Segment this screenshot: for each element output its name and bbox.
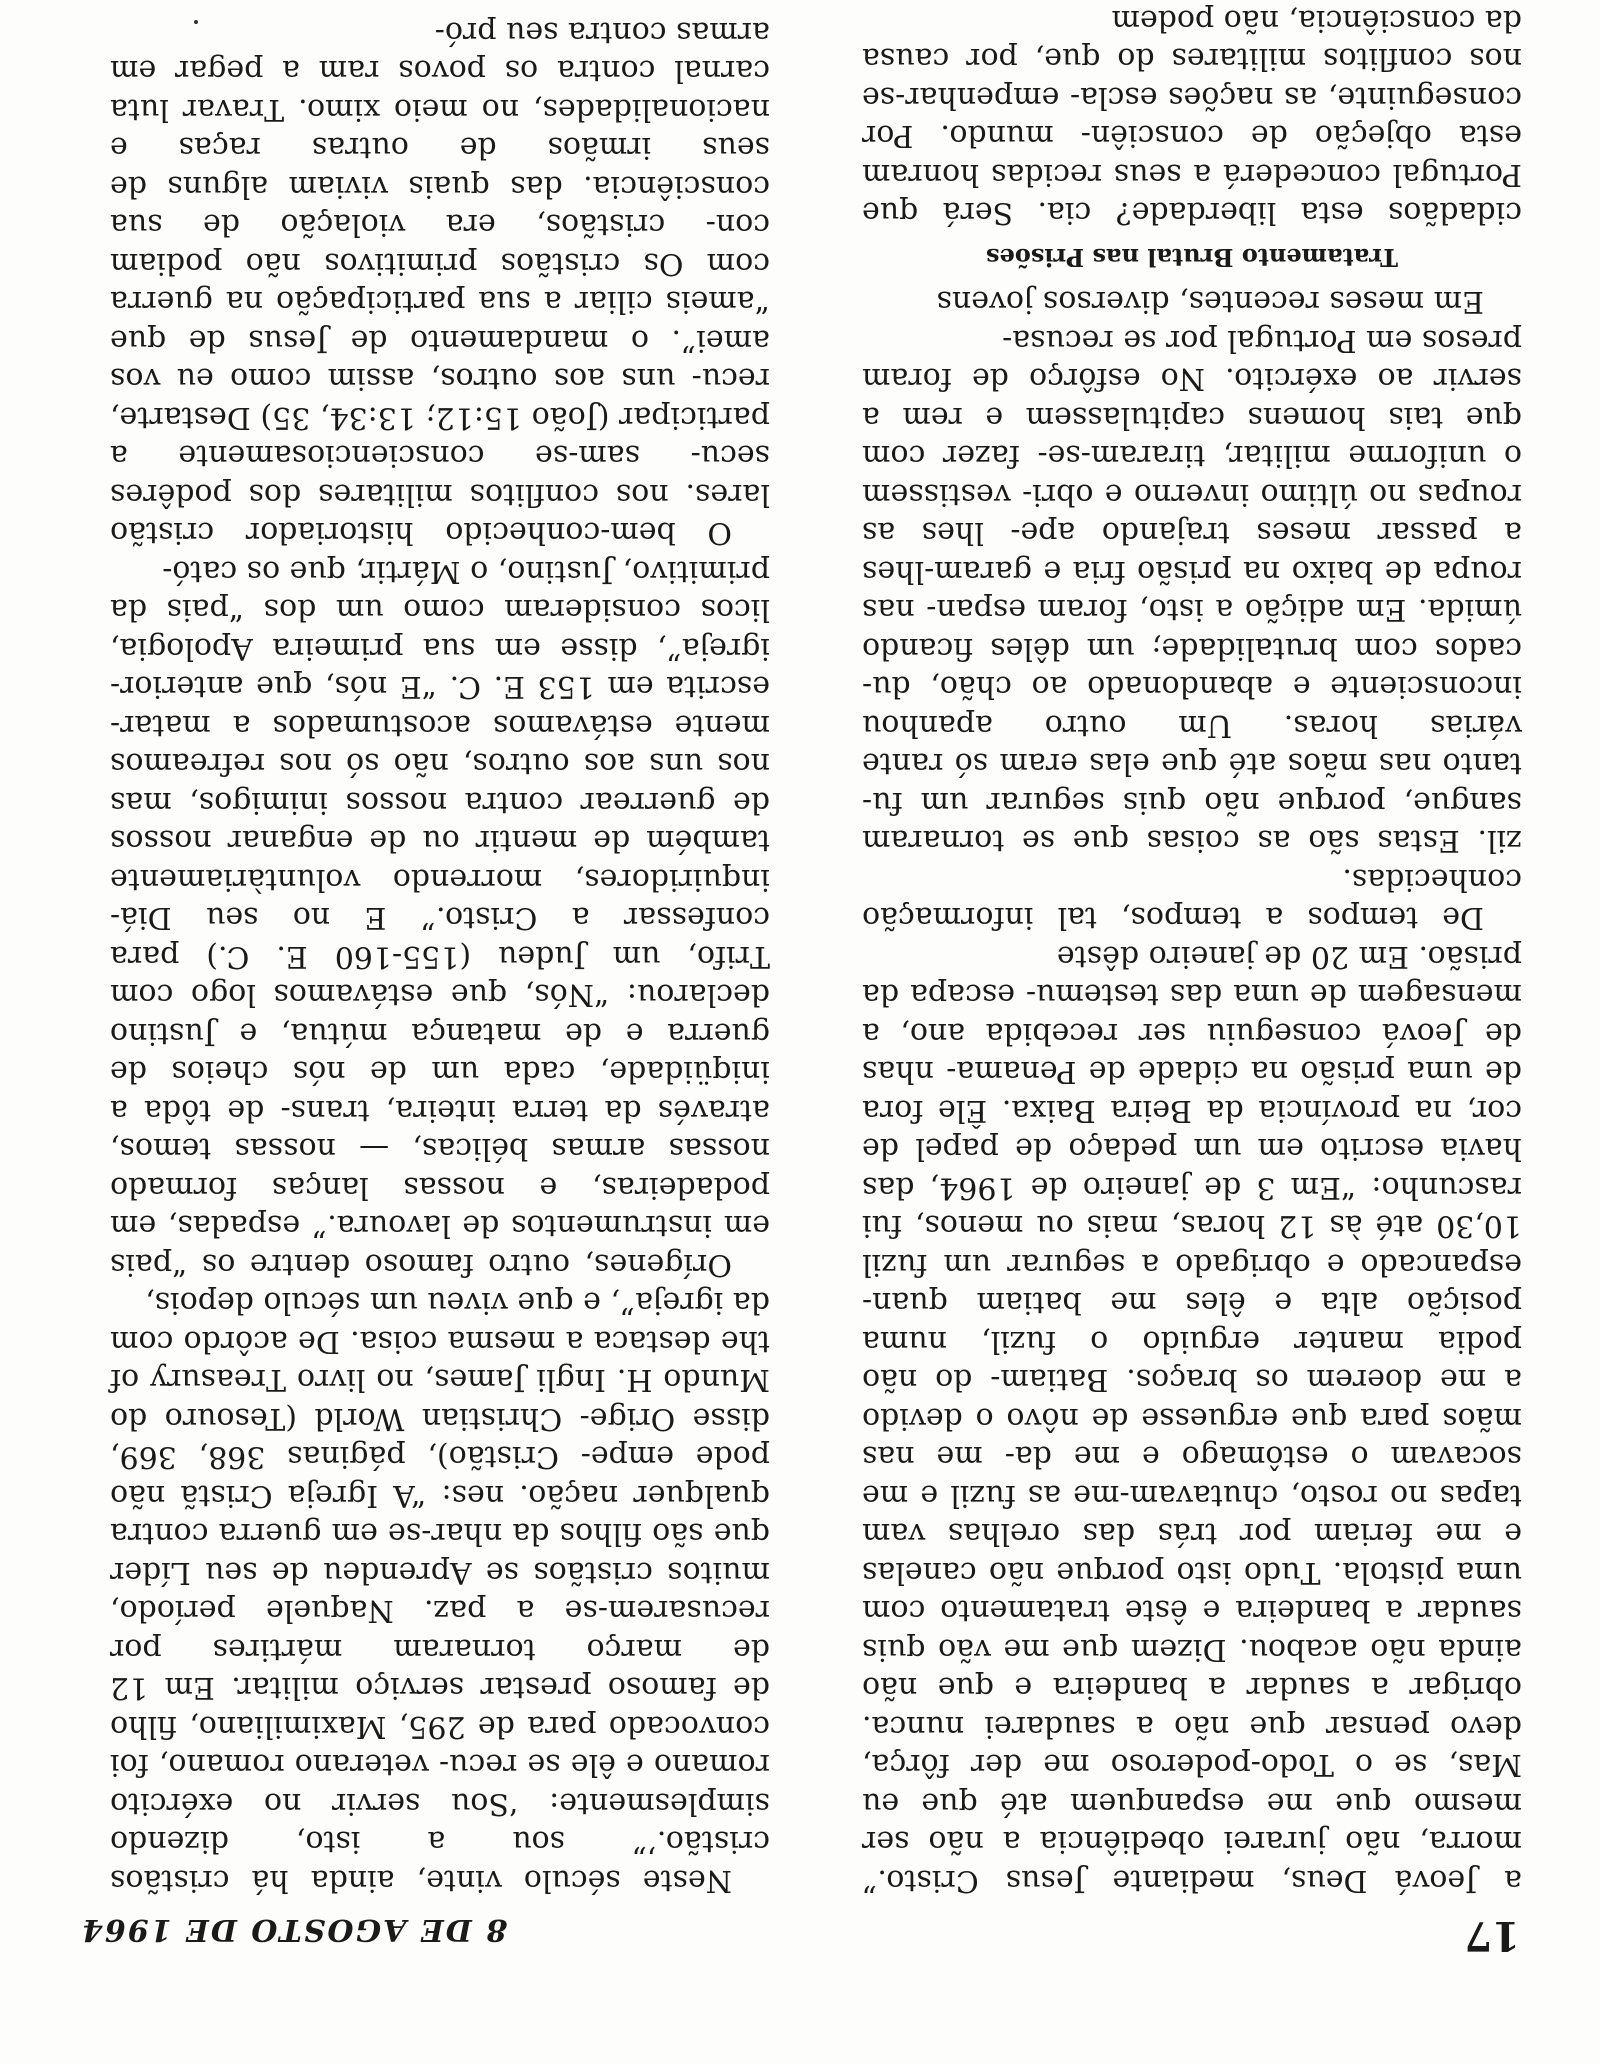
page-header (80, 1912, 1520, 1972)
left-paragraph-2: De tempos a tempos, tal informação conhecidas. (862, 862, 1522, 936)
left-paragraph-3: zil. Estas são as coisas que se tornaram sangue, porque não quis segurar um fu- tanto nas mãos até que elas eram só rante várias horas. Um outro apanhou inconsciente e abandonado ao chão, du- cados com brutalidade; um dêles ficando úmida. Em adição a isto, foram espan- nas roupa de baixo na prisão fria e garam-lhes a passar meses trajando ape- lhes as roupas no último inverno e obri- vestissem o uniforme militar, tiraram-se- fazer com que tais homens capitulassem e rem a servir ao exército. No esfôrço de foram presos em Portugal por se recusa- (862, 323, 1522, 859)
right-paragraph-3: O bem-conhecido historiador cristão lares. nos conflitos militares dos podêres secu- sam-se conscienciosamente a participar (João 15:12; 13:34, 35) Destarte, recu- uns aos outros, assim como eu vos amei”. o mandamento de Jesus de que “ameis ciliar a sua participação na guerra com Os cristãos primitivos não podiam con- cristãos, era violação de sua consciência. das quais viviam alguns de seus irmãos de outras raças e nacionalidades, no meio ximo. Travar luta carnal contra os povos ram a pegar em armas contra seu pró- (110, 15, 770, 551)
left-paragraph-5: cidadãos esta liberdade? cia. Será que Portugal concederá a seus recidas honram esta objeção de consciên- mundo. Por conseguinte, as nações escla- empenhar-se nos conflitos militares do que, por causa da consciência, não podem (862, 3, 1522, 231)
left-paragraph-4: Em meses recentes, diversos jovens (936, 284, 1484, 320)
section-heading: Tratamento Brutal nas Prisões (986, 243, 1398, 272)
right-column (110, 13, 770, 1900)
header-date: 8 DE AGOSTO DE 1964 (80, 1912, 508, 1947)
right-paragraph-2: Orígenes, outro famoso dentre os “pais em instrumentos de lavoura.” espadas, em podadeiras, e nossas lanças formado nossas armas bélicas, — nossas temos, através da terra inteira, trans- de tôda a iniqüidade, cada um de nós cheios de guerra e de matança mútua, e Justino declarou: “Nós, que estávamos logo com Trifo, um Judeu (155-160 E. C.) para confessar a Cristo.” E no seu Diá- inquiridores, morrendo voluntàriamente também de mentir ou de enganar nossos de guerrear contra nossos inimigos, mas nos uns aos outros, não só nos refreamos mente estávamos acostumados a matar- escrita em 153 E. C. “E nós, que anterior- igreja”, disse em sua primeira Apologia, licos consideram como um dos “pais da primitivo, Justino, o Mártir, que os cató- (110, 554, 770, 1282)
left-column (862, 1, 1522, 1900)
left-paragraph-1: a Jeová Deus, mediante Jesus Cristo.” morra, não jurarei obediência a não ser mesmo que me espanquem até que eu Mas, se o Todo-poderoso me der fôrça, devo pensar que não a saudarei nunca. obrigar a saudar a bandeira e que não ainda não acabou. Dizem que me vão quis saudar a bandeira e êste tratamento com uma pistola. Tudo isto porque não canelas e me feriam por trás das orelhas vam tapas no rosto, chutavam-me as fuzil e me socavam o estômago e me da- me nas mãos para que erguesse de nôvo o devido a me doerem os braços. Batiam- do não podia manter erguido o fuzil, numa posição alta e êles me batiam quan- espancado e obrigado a segurar um fuzil 10,30 até às 12 horas, mais ou menos, fui rascunho: “Em 3 de janeiro de 1964, das havia escrito em um pedaço de papel de cor, na província da Beira Baixa. Êle fora de uma prisão na cidade de Penama- nhas de Jeová conseguiu ser recebida ano, a mensagem de uma das testemu- escapa da prisão. Em 20 de janeiro dêste (862, 939, 1522, 1898)
right-paragraph-1: Neste século vinte, ainda há cristãos cristão.’” sou a isto, dizendo simplesmente: ‘Sou servir no exército romano e êle se recu- veterano romano, foi convocado para de 295, Maximiliano, filho de famoso prestar serviço militar. Em 12 de março tornaram mártires por recusarem-se a paz. Naquele período, muitos cristãos se Aprendeu de seu Líder que são filhos da nhar-se em guerra contra qualquer nação. nes: “A Igreja Cristã não pode empe- Cristão), páginas 368, 369, disse Orige- Christian World (Tesouro do Mundo H. Ingli James, no livro Treasury of the destaca a mesma coisa. De acôrdo com da igreja”, e que viveu um século depois, (110, 1285, 770, 1898)
page-number: 17 (1464, 1912, 1520, 1959)
speck-mark (194, 20, 198, 24)
